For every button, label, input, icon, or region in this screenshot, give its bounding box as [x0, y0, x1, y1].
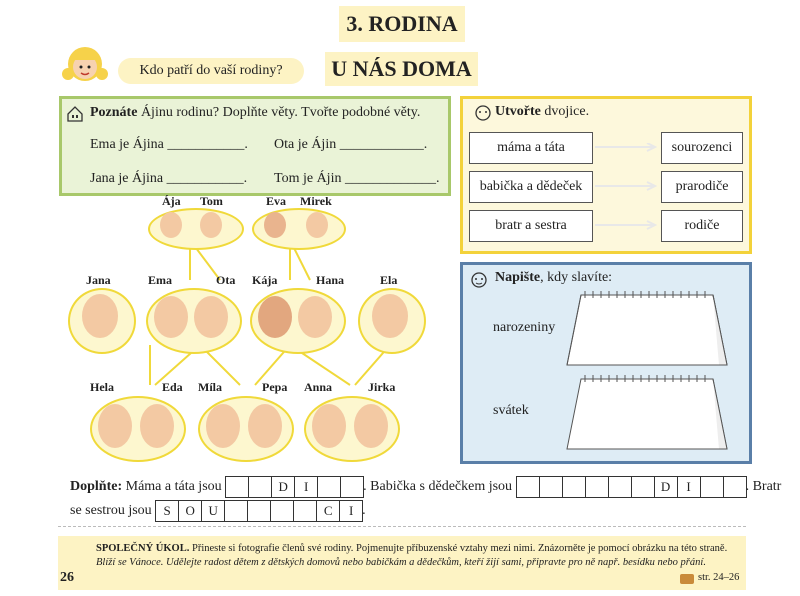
letter-cell[interactable]: [248, 476, 272, 498]
birthday-label: narozeniny: [493, 320, 556, 335]
fill-in-part-3: . Bratr: [745, 479, 782, 495]
letter-cell[interactable]: [225, 476, 249, 498]
face-hana: [298, 296, 332, 338]
face-mirek: [306, 212, 328, 238]
instruction-text: Ájinu rodinu? Doplňte věty. Tvořte podobné věty.: [137, 105, 421, 120]
pair-left-2[interactable]: babička a dědeček: [469, 171, 593, 203]
letter-cell[interactable]: [340, 476, 364, 498]
name-jana: Jana: [86, 273, 111, 287]
face-jana: [82, 294, 118, 338]
name-jirka: Jirka: [368, 380, 396, 394]
letter-cell[interactable]: [585, 476, 609, 498]
name-ema: Ema: [148, 273, 172, 287]
name-pepa: Pepa: [262, 380, 288, 394]
letter-cell[interactable]: [608, 476, 632, 498]
letter-cell[interactable]: [270, 500, 294, 522]
face-aja: [160, 212, 182, 238]
footer-task: [58, 536, 746, 590]
pair-right-3[interactable]: rodiče: [661, 210, 743, 242]
fill-in-row-2: [70, 500, 366, 522]
name-hela: Hela: [90, 380, 114, 394]
fill-in-part-5: .: [362, 503, 366, 519]
pair-right-1[interactable]: sourozenci: [661, 132, 743, 164]
question-bubble: Kdo patří do vaší rodiny?: [118, 58, 304, 84]
cal-instruction-bold: Napište: [495, 270, 541, 285]
divider: [58, 526, 746, 527]
fill-in-part-1: Máma a táta jsou: [125, 479, 222, 495]
face-icon: [469, 270, 489, 290]
letter-cell[interactable]: [539, 476, 563, 498]
house-icon: [66, 105, 84, 123]
letter-cell[interactable]: [631, 476, 655, 498]
pair-left-1[interactable]: máma a táta: [469, 132, 593, 164]
sentence-1: Ema je Ájina ___________.: [90, 137, 248, 152]
face-kaja: [258, 296, 292, 338]
name-kaja: Kája: [252, 273, 278, 287]
nameday-calendar[interactable]: [561, 373, 731, 457]
footer-text-2: Blíží se Vánoce. Udělejte radost dětem z dětských domovů nebo babičkám a dědečkům, kteří žijí sami, připravte pro ně např. besídku nebo přání.: [96, 557, 706, 568]
page-reference: str. 24–26: [698, 572, 740, 583]
letter-cell[interactable]: [224, 500, 248, 522]
instruction-bold: Poznáte: [90, 105, 138, 120]
pairs-instruction-bold: Utvořte: [495, 104, 541, 119]
birthday-calendar[interactable]: [561, 289, 731, 373]
face-eva: [264, 212, 286, 238]
face-ela: [372, 294, 408, 338]
connector-arrows: [593, 143, 659, 233]
face-ema: [154, 296, 188, 338]
face-jirka: [354, 404, 388, 448]
puzzle-icon: [473, 103, 493, 123]
page-title: 3. RODINA: [339, 6, 465, 42]
name-eva: Eva: [266, 194, 287, 208]
page-number: 26: [60, 570, 74, 585]
face-hela: [98, 404, 132, 448]
cal-instruction-text: , kdy slavíte:: [540, 270, 613, 285]
letter-cell[interactable]: I: [677, 476, 701, 498]
sentence-2: Ota je Ájin ____________.: [274, 137, 428, 152]
book-icon: [680, 574, 694, 584]
answer-boxes-3[interactable]: [155, 500, 362, 522]
pair-left-3[interactable]: bratr a sestra: [469, 210, 593, 242]
face-tom: [200, 212, 222, 238]
letter-cell[interactable]: O: [178, 500, 202, 522]
name-anna: Anna: [304, 380, 333, 394]
pairs-exercise: [460, 96, 752, 254]
letter-cell[interactable]: [723, 476, 747, 498]
pairs-instruction-text: dvojice.: [540, 104, 590, 119]
letter-cell[interactable]: C: [316, 500, 340, 522]
celebrations-exercise: [460, 262, 752, 464]
letter-cell[interactable]: I: [339, 500, 363, 522]
face-eda: [140, 404, 174, 448]
girl-icon: [60, 40, 110, 90]
face-mila: [206, 404, 240, 448]
pair-right-2[interactable]: prarodiče: [661, 171, 743, 203]
fill-in-part-2: . Babička s dědečkem jsou: [363, 479, 513, 495]
name-hana: Hana: [316, 273, 345, 287]
letter-cell[interactable]: [700, 476, 724, 498]
letter-cell[interactable]: D: [271, 476, 295, 498]
face-ota: [194, 296, 228, 338]
name-mila: Míla: [198, 380, 222, 394]
name-eda: Eda: [162, 380, 183, 394]
footer-bold: SPOLEČNÝ ÚKOL.: [96, 543, 190, 554]
name-tom: Tom: [200, 194, 223, 208]
answer-boxes-1[interactable]: [225, 476, 363, 498]
fill-in-row-1: [70, 476, 781, 498]
name-aja: Ája: [162, 194, 181, 208]
footer-text-1: Přineste si fotografie členů své rodiny. Pojmenujte příbuzenské vztahy mezi nimi. Znázorněte je pomocí obrázku na této straně.: [189, 543, 728, 554]
answer-boxes-2[interactable]: [516, 476, 746, 498]
nameday-label: svátek: [493, 403, 529, 418]
fill-in-label: Doplňte:: [70, 479, 123, 495]
letter-cell[interactable]: [247, 500, 271, 522]
letter-cell[interactable]: [562, 476, 586, 498]
name-mirek: Mirek: [300, 194, 332, 208]
letter-cell[interactable]: D: [654, 476, 678, 498]
letter-cell[interactable]: [317, 476, 341, 498]
name-ota: Ota: [216, 273, 236, 287]
face-pepa: [248, 404, 282, 448]
fill-in-part-4: se sestrou jsou: [70, 503, 152, 519]
face-anna: [312, 404, 346, 448]
letter-cell[interactable]: U: [201, 500, 225, 522]
letter-cell[interactable]: [293, 500, 317, 522]
letter-cell[interactable]: [516, 476, 540, 498]
page-subtitle: U NÁS DOMA: [325, 52, 478, 86]
sentence-3: Jana je Ájina ___________.: [90, 171, 248, 186]
relations-exercise: [59, 96, 451, 196]
letter-cell[interactable]: I: [294, 476, 318, 498]
name-ela: Ela: [380, 273, 398, 287]
sentence-4: Tom je Ájin _____________.: [274, 171, 440, 186]
letter-cell[interactable]: S: [155, 500, 179, 522]
